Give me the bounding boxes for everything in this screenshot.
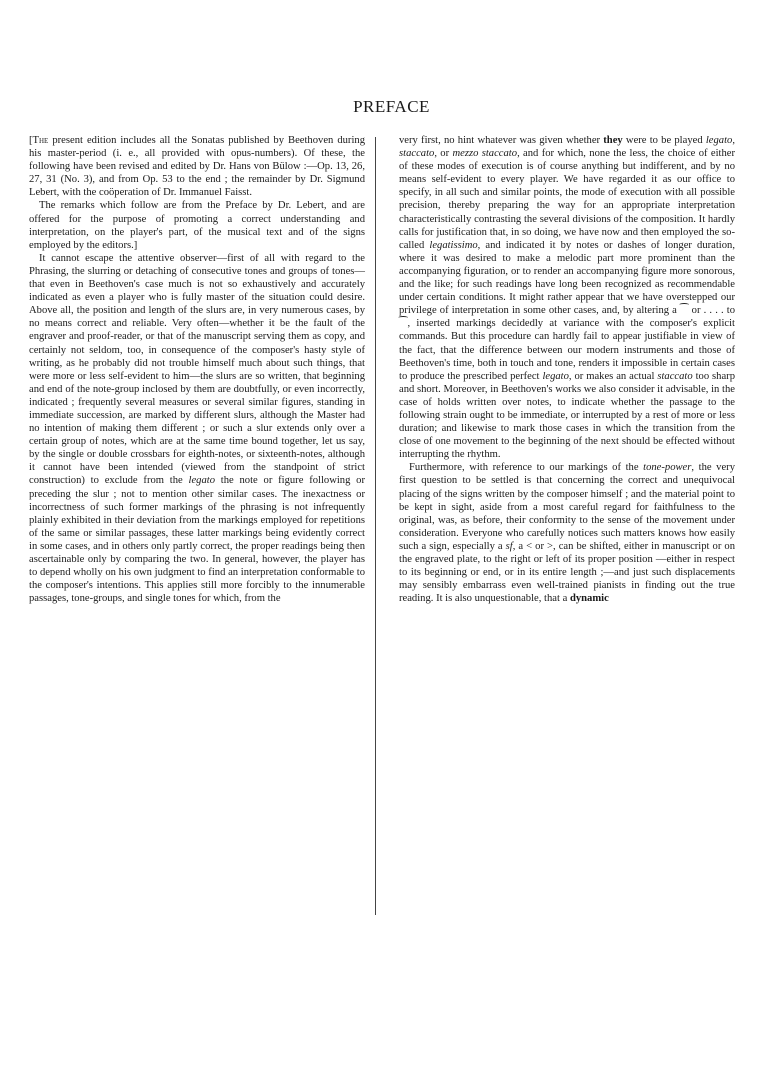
page-title: PREFACE: [353, 97, 430, 116]
right-text-column: [399, 134, 735, 605]
paragraph: very first, no hint whatever was given whether they were to be played legato, staccato, or mezzo staccato, and for which, none the less, the choice of either of these modes of execution is of course anything but indifferent, and by no means self-evident to every player. We have regarded it as our office to specify, in all such and similar points, the mode of execution with all possible precision, thereby preparing the way for an appropriate interpretation characteristically contrasting the several divisions of the composition. It hardly calls for justification that, in so doing, we have now and then employed the so-called legatissimo, and indicated it by notes or dashes of longer duration, where it was desired to make a melodic part more prominent than the accompanying figuration, or to render an accompanying figure more sonorous, and the like; for such readings have long been recognized as recommendable under certain conditions. It might rather appear that we have overstepped our privilege of interpretation in some other cases, and, by altering a ⁀ or . . . . to ⁀, inserted markings decidedly at variance with the composer's explicit commands. But this procedure can hardly fail to appear justifiable in view of the fact, that the difference between our modern instruments and those of Beethoven's time, both in touch and tone, renders it impossible in certain cases to produce the prescribed perfect legato, or makes an actual staccato too sharp and short. Moreover, in Beethoven's works we also consider it advisable, in the case of holds written over notes, to indicate whether the passage to the following strain ought to be immediate, or interrupted by a rest of more or less duration; and likewise to mark those cases in which the transition from the close of one movement to the beginning of the next should be effected without interrupting the rhythm.: [399, 135, 735, 461]
paragraph: Furthermore, with reference to our markings of the tone-power, the very first question to be settled is that concerning the correct and unequivocal placing of the signs written by the composer himself ; and the material point to be kept in sight, aside from a most careful regard for faithfulness to the original, was, as before, their conformity to the sense of the movement under consideration. Everyone who carefully notices such matters knows how easily such a sign, especially a sf, a < or >, can be shifted, either in manuscript or on the engraved plate, to the right or left of its proper position —either in respect to its beginning or end, or in its entire length ;—and just such displacements may sensibly embarrass even well-trained pianists in finding out the true reading. It is also unquestionable, that a dynamic: [399, 462, 735, 605]
paragraph: [The present edition includes all the Sonatas published by Beethoven during his master-period (i. e., all provided with opus-numbers). Of these, the following have been revised and edited by Dr. Hans von Bülow :—Op. 13, 26, 27, 31 (No. 3), and from Op. 53 to the end ; the remainder by Dr. Sigmund Lebert, with the coöperation of Dr. Immanuel Faisst.: [29, 135, 365, 199]
column-divider: [375, 137, 376, 915]
paragraph: It cannot escape the attentive observer—first of all with regard to the Phrasing, the slurring or detaching of consecutive tones and groups of tones—that even in Beethoven's case much is not so exhaustively and accurately indicated as even a player who is fully master of the situation could desire. Above all, the position and length of the slurs are, in very numerous cases, by no means correct and reliable. Very often—whether it be the fault of the engraver and proof-reader, or that of the manuscript serving them as copy, and certainly not seldom, too, in consequence of the composer's hasty style of writing, as he probably did not trouble himself much about such things, that were more or less self-evident to him—the slurs are so written, that beginning and end of the note-group inclosed by them are doubtfully, or even incorrectly, indicated ; frequently several measures or several similar figures, standing in immediate succession, are marked by different slurs, although the Master had no intention of making them different ; or such a slur extends only over a certain group of notes, which are at the same time bound together, let us say, by the single or double crossbars for eighth-notes, or sixteenth-notes, although it cannot have been intended (viewed from the standpoint of strict construction) to exclude from the legato the note or figure following or preceding the slur ; not to mention other similar cases. The inexactness or incorrectness of such former markings of the phrasing is not infrequently plainly exhibited in their deviation from the markings employed for repetitions of the same or similar passages, these latter markings being evidently correct in some cases, and in others only partly correct, the proper readings being then ascertainable only by comparing the two. In general, however, the player has to depend wholly on his own judgment to find an interpretation conformable to the composer's intentions. This applies still more forcibly to the innumerable passages, tone-groups, and single tones for which, from the: [29, 252, 365, 605]
paragraph: The remarks which follow are from the Preface by Dr. Lebert, and are offered for the purpose of promoting a correct understanding and interpretation, on the player's part, of the musical text and of the signs employed by the editors.]: [29, 200, 365, 251]
left-text-column: [29, 134, 365, 605]
